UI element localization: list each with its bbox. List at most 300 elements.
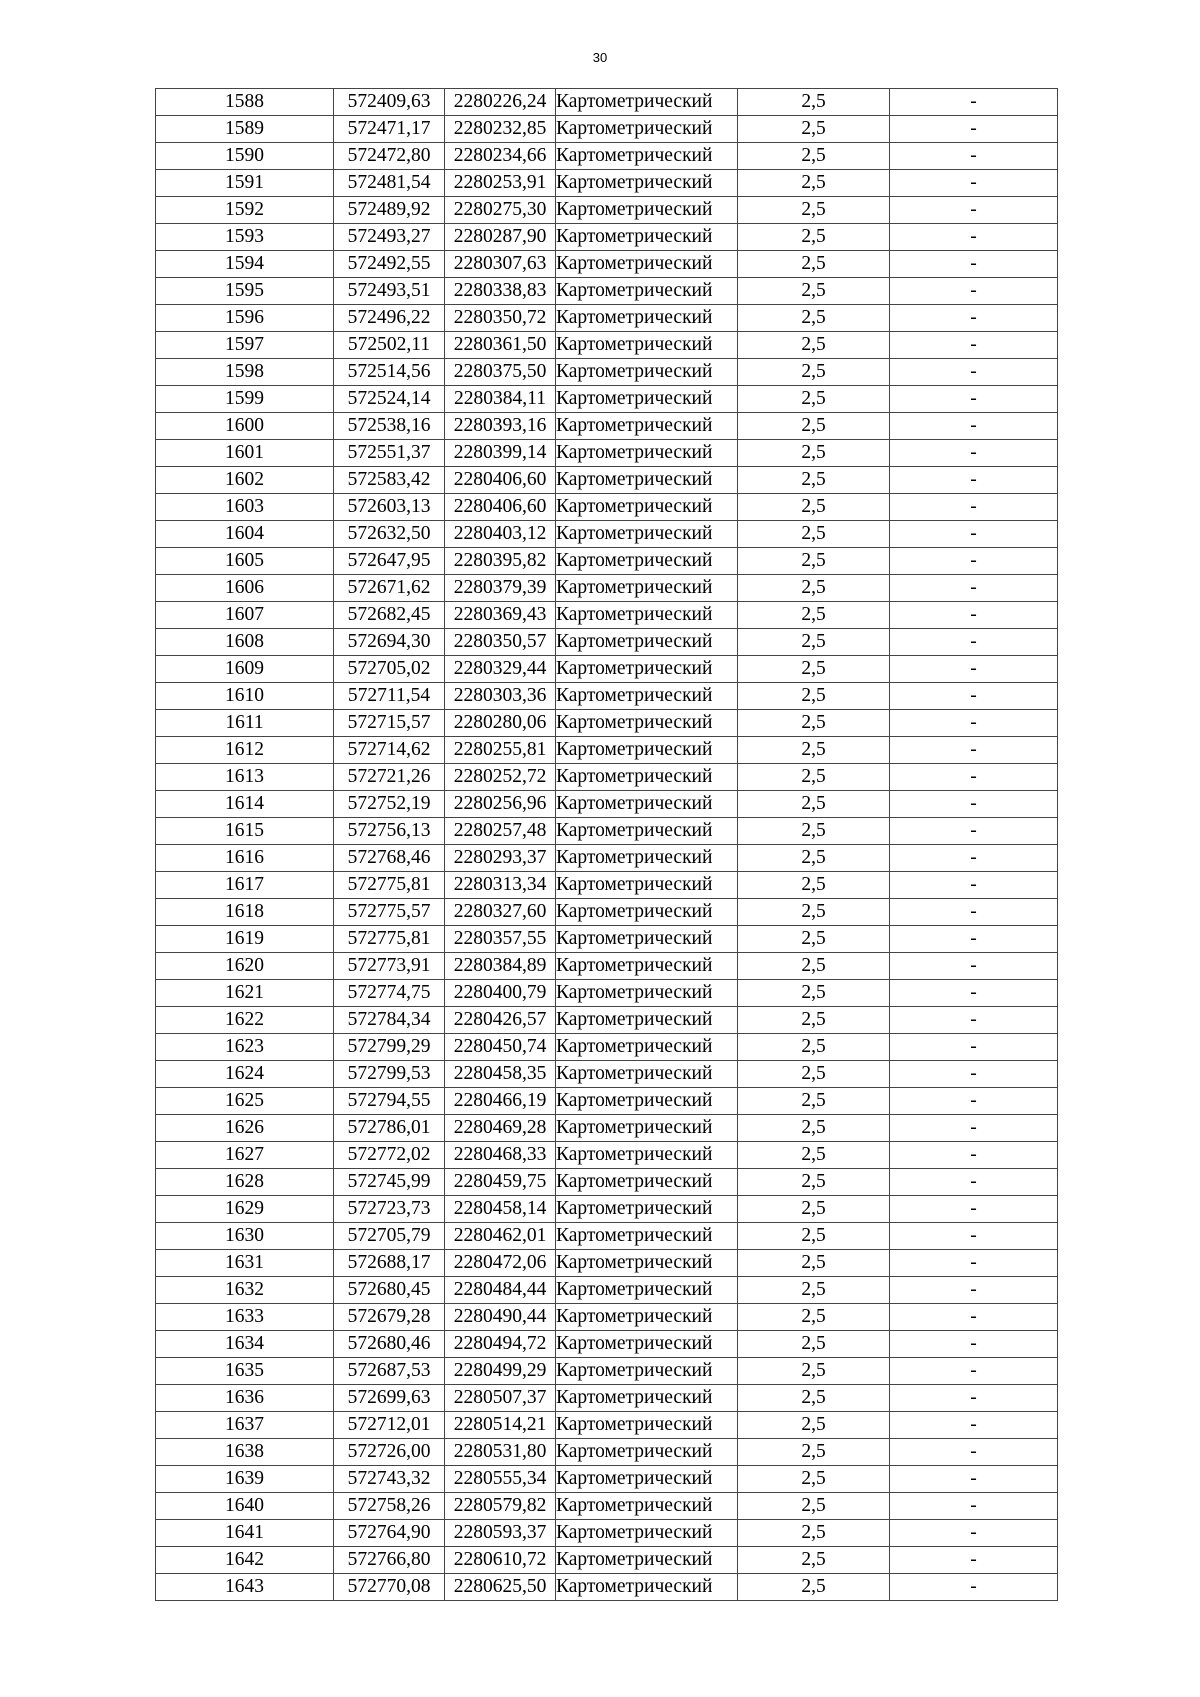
accuracy-cell: 2,5	[738, 1061, 890, 1088]
point-number-cell: 1597	[156, 332, 334, 359]
method-cell: Картометрический	[556, 305, 738, 332]
method-cell: Картометрический	[556, 926, 738, 953]
x-coordinate-cell: 572493,51	[334, 278, 445, 305]
method-cell: Картометрический	[556, 1358, 738, 1385]
point-number-cell: 1617	[156, 872, 334, 899]
description-cell: -	[890, 305, 1058, 332]
method-cell: Картометрический	[556, 656, 738, 683]
method-cell: Картометрический	[556, 1169, 738, 1196]
y-coordinate-cell: 2280494,72	[445, 1331, 556, 1358]
y-coordinate-cell: 2280593,37	[445, 1520, 556, 1547]
table-row	[156, 953, 1058, 980]
method-cell: Картометрический	[556, 1493, 738, 1520]
y-coordinate-cell: 2280406,60	[445, 467, 556, 494]
description-cell: -	[890, 1250, 1058, 1277]
x-coordinate-cell: 572775,81	[334, 872, 445, 899]
method-cell: Картометрический	[556, 413, 738, 440]
description-cell: -	[890, 1574, 1058, 1601]
x-coordinate-cell: 572688,17	[334, 1250, 445, 1277]
method-cell: Картометрический	[556, 1088, 738, 1115]
description-cell: -	[890, 602, 1058, 629]
y-coordinate-cell: 2280329,44	[445, 656, 556, 683]
point-number-cell: 1590	[156, 143, 334, 170]
method-cell: Картометрический	[556, 224, 738, 251]
y-coordinate-cell: 2280579,82	[445, 1493, 556, 1520]
table-row	[156, 332, 1058, 359]
x-coordinate-cell: 572758,26	[334, 1493, 445, 1520]
point-number-cell: 1620	[156, 953, 334, 980]
y-coordinate-cell: 2280338,83	[445, 278, 556, 305]
method-cell: Картометрический	[556, 1007, 738, 1034]
table-row	[156, 548, 1058, 575]
y-coordinate-cell: 2280400,79	[445, 980, 556, 1007]
description-cell: -	[890, 1547, 1058, 1574]
y-coordinate-cell: 2280232,85	[445, 116, 556, 143]
point-number-cell: 1629	[156, 1196, 334, 1223]
point-number-cell: 1591	[156, 170, 334, 197]
table-row	[156, 845, 1058, 872]
x-coordinate-cell: 572687,53	[334, 1358, 445, 1385]
table-row	[156, 1142, 1058, 1169]
accuracy-cell: 2,5	[738, 710, 890, 737]
y-coordinate-cell: 2280379,39	[445, 575, 556, 602]
table-row	[156, 602, 1058, 629]
x-coordinate-cell: 572538,16	[334, 413, 445, 440]
table-row	[156, 980, 1058, 1007]
point-number-cell: 1630	[156, 1223, 334, 1250]
description-cell: -	[890, 440, 1058, 467]
description-cell: -	[890, 656, 1058, 683]
point-number-cell: 1593	[156, 224, 334, 251]
accuracy-cell: 2,5	[738, 224, 890, 251]
description-cell: -	[890, 926, 1058, 953]
method-cell: Картометрический	[556, 683, 738, 710]
point-number-cell: 1639	[156, 1466, 334, 1493]
accuracy-cell: 2,5	[738, 1115, 890, 1142]
y-coordinate-cell: 2280395,82	[445, 548, 556, 575]
table-row	[156, 305, 1058, 332]
description-cell: -	[890, 170, 1058, 197]
description-cell: -	[890, 1466, 1058, 1493]
x-coordinate-cell: 572493,27	[334, 224, 445, 251]
table-row	[156, 683, 1058, 710]
point-number-cell: 1609	[156, 656, 334, 683]
accuracy-cell: 2,5	[738, 1385, 890, 1412]
x-coordinate-cell: 572752,19	[334, 791, 445, 818]
point-number-cell: 1616	[156, 845, 334, 872]
table-row	[156, 926, 1058, 953]
point-number-cell: 1594	[156, 251, 334, 278]
point-number-cell: 1606	[156, 575, 334, 602]
method-cell: Картометрический	[556, 980, 738, 1007]
y-coordinate-cell: 2280275,30	[445, 197, 556, 224]
y-coordinate-cell: 2280514,21	[445, 1412, 556, 1439]
accuracy-cell: 2,5	[738, 1304, 890, 1331]
accuracy-cell: 2,5	[738, 1358, 890, 1385]
y-coordinate-cell: 2280555,34	[445, 1466, 556, 1493]
method-cell: Картометрический	[556, 845, 738, 872]
x-coordinate-cell: 572770,08	[334, 1574, 445, 1601]
y-coordinate-cell: 2280458,14	[445, 1196, 556, 1223]
y-coordinate-cell: 2280361,50	[445, 332, 556, 359]
point-number-cell: 1601	[156, 440, 334, 467]
x-coordinate-cell: 572764,90	[334, 1520, 445, 1547]
table-row	[156, 170, 1058, 197]
y-coordinate-cell: 2280252,72	[445, 764, 556, 791]
y-coordinate-cell: 2280469,28	[445, 1115, 556, 1142]
x-coordinate-cell: 572773,91	[334, 953, 445, 980]
y-coordinate-cell: 2280393,16	[445, 413, 556, 440]
point-number-cell: 1625	[156, 1088, 334, 1115]
point-number-cell: 1623	[156, 1034, 334, 1061]
method-cell: Картометрический	[556, 791, 738, 818]
table-row	[156, 359, 1058, 386]
table-row	[156, 1331, 1058, 1358]
accuracy-cell: 2,5	[738, 143, 890, 170]
description-cell: -	[890, 980, 1058, 1007]
x-coordinate-cell: 572514,56	[334, 359, 445, 386]
point-number-cell: 1626	[156, 1115, 334, 1142]
accuracy-cell: 2,5	[738, 1439, 890, 1466]
method-cell: Картометрический	[556, 1250, 738, 1277]
table-row	[156, 1358, 1058, 1385]
accuracy-cell: 2,5	[738, 440, 890, 467]
method-cell: Картометрический	[556, 872, 738, 899]
accuracy-cell: 2,5	[738, 332, 890, 359]
method-cell: Картометрический	[556, 1520, 738, 1547]
accuracy-cell: 2,5	[738, 1142, 890, 1169]
x-coordinate-cell: 572705,79	[334, 1223, 445, 1250]
accuracy-cell: 2,5	[738, 89, 890, 116]
table-row	[156, 494, 1058, 521]
y-coordinate-cell: 2280499,29	[445, 1358, 556, 1385]
accuracy-cell: 2,5	[738, 278, 890, 305]
x-coordinate-cell: 572714,62	[334, 737, 445, 764]
accuracy-cell: 2,5	[738, 305, 890, 332]
table-row	[156, 1385, 1058, 1412]
x-coordinate-cell: 572745,99	[334, 1169, 445, 1196]
table-row	[156, 764, 1058, 791]
method-cell: Картометрический	[556, 1115, 738, 1142]
description-cell: -	[890, 359, 1058, 386]
y-coordinate-cell: 2280472,06	[445, 1250, 556, 1277]
description-cell: -	[890, 1358, 1058, 1385]
description-cell: -	[890, 413, 1058, 440]
point-number-cell: 1628	[156, 1169, 334, 1196]
description-cell: -	[890, 791, 1058, 818]
y-coordinate-cell: 2280375,50	[445, 359, 556, 386]
y-coordinate-cell: 2280293,37	[445, 845, 556, 872]
x-coordinate-cell: 572699,63	[334, 1385, 445, 1412]
accuracy-cell: 2,5	[738, 1331, 890, 1358]
method-cell: Картометрический	[556, 1412, 738, 1439]
accuracy-cell: 2,5	[738, 656, 890, 683]
method-cell: Картометрический	[556, 197, 738, 224]
x-coordinate-cell: 572794,55	[334, 1088, 445, 1115]
accuracy-cell: 2,5	[738, 602, 890, 629]
accuracy-cell: 2,5	[738, 1250, 890, 1277]
accuracy-cell: 2,5	[738, 494, 890, 521]
x-coordinate-cell: 572799,29	[334, 1034, 445, 1061]
x-coordinate-cell: 572603,13	[334, 494, 445, 521]
y-coordinate-cell: 2280426,57	[445, 1007, 556, 1034]
method-cell: Картометрический	[556, 1385, 738, 1412]
table-row	[156, 197, 1058, 224]
point-number-cell: 1624	[156, 1061, 334, 1088]
y-coordinate-cell: 2280459,75	[445, 1169, 556, 1196]
point-number-cell: 1633	[156, 1304, 334, 1331]
description-cell: -	[890, 1385, 1058, 1412]
accuracy-cell: 2,5	[738, 872, 890, 899]
accuracy-cell: 2,5	[738, 575, 890, 602]
point-number-cell: 1603	[156, 494, 334, 521]
x-coordinate-cell: 572502,11	[334, 332, 445, 359]
accuracy-cell: 2,5	[738, 899, 890, 926]
y-coordinate-cell: 2280303,36	[445, 683, 556, 710]
description-cell: -	[890, 1493, 1058, 1520]
description-cell: -	[890, 89, 1058, 116]
table-row	[156, 1547, 1058, 1574]
table-row	[156, 1061, 1058, 1088]
point-number-cell: 1621	[156, 980, 334, 1007]
point-number-cell: 1635	[156, 1358, 334, 1385]
method-cell: Картометрический	[556, 89, 738, 116]
table-row	[156, 575, 1058, 602]
description-cell: -	[890, 629, 1058, 656]
point-number-cell: 1598	[156, 359, 334, 386]
point-number-cell: 1642	[156, 1547, 334, 1574]
x-coordinate-cell: 572492,55	[334, 251, 445, 278]
description-cell: -	[890, 386, 1058, 413]
y-coordinate-cell: 2280313,34	[445, 872, 556, 899]
y-coordinate-cell: 2280234,66	[445, 143, 556, 170]
accuracy-cell: 2,5	[738, 386, 890, 413]
table-row	[156, 737, 1058, 764]
description-cell: -	[890, 764, 1058, 791]
table-row	[156, 1277, 1058, 1304]
accuracy-cell: 2,5	[738, 1169, 890, 1196]
table-row	[156, 521, 1058, 548]
description-cell: -	[890, 1088, 1058, 1115]
table-row	[156, 143, 1058, 170]
x-coordinate-cell: 572772,02	[334, 1142, 445, 1169]
x-coordinate-cell: 572799,53	[334, 1061, 445, 1088]
accuracy-cell: 2,5	[738, 1007, 890, 1034]
point-number-cell: 1588	[156, 89, 334, 116]
y-coordinate-cell: 2280466,19	[445, 1088, 556, 1115]
description-cell: -	[890, 1061, 1058, 1088]
x-coordinate-cell: 572775,81	[334, 926, 445, 953]
x-coordinate-cell: 572551,37	[334, 440, 445, 467]
description-cell: -	[890, 575, 1058, 602]
description-cell: -	[890, 1520, 1058, 1547]
x-coordinate-cell: 572489,92	[334, 197, 445, 224]
method-cell: Картометрический	[556, 521, 738, 548]
accuracy-cell: 2,5	[738, 359, 890, 386]
point-number-cell: 1614	[156, 791, 334, 818]
table-row	[156, 1439, 1058, 1466]
table-row	[156, 440, 1058, 467]
point-number-cell: 1634	[156, 1331, 334, 1358]
point-number-cell: 1608	[156, 629, 334, 656]
method-cell: Картометрический	[556, 1223, 738, 1250]
description-cell: -	[890, 521, 1058, 548]
description-cell: -	[890, 710, 1058, 737]
method-cell: Картометрический	[556, 1142, 738, 1169]
accuracy-cell: 2,5	[738, 413, 890, 440]
description-cell: -	[890, 818, 1058, 845]
table-row	[156, 1088, 1058, 1115]
method-cell: Картометрический	[556, 467, 738, 494]
point-number-cell: 1619	[156, 926, 334, 953]
accuracy-cell: 2,5	[738, 521, 890, 548]
method-cell: Картометрический	[556, 332, 738, 359]
y-coordinate-cell: 2280399,14	[445, 440, 556, 467]
accuracy-cell: 2,5	[738, 629, 890, 656]
method-cell: Картометрический	[556, 1331, 738, 1358]
y-coordinate-cell: 2280287,90	[445, 224, 556, 251]
x-coordinate-cell: 572680,45	[334, 1277, 445, 1304]
table-row	[156, 1493, 1058, 1520]
method-cell: Картометрический	[556, 629, 738, 656]
method-cell: Картометрический	[556, 116, 738, 143]
method-cell: Картометрический	[556, 602, 738, 629]
accuracy-cell: 2,5	[738, 764, 890, 791]
page-number: 30	[592, 50, 608, 65]
point-number-cell: 1610	[156, 683, 334, 710]
accuracy-cell: 2,5	[738, 1088, 890, 1115]
x-coordinate-cell: 572409,63	[334, 89, 445, 116]
table-row	[156, 1007, 1058, 1034]
point-number-cell: 1596	[156, 305, 334, 332]
point-number-cell: 1599	[156, 386, 334, 413]
x-coordinate-cell: 572680,46	[334, 1331, 445, 1358]
description-cell: -	[890, 548, 1058, 575]
accuracy-cell: 2,5	[738, 791, 890, 818]
table-row	[156, 1115, 1058, 1142]
description-cell: -	[890, 1439, 1058, 1466]
x-coordinate-cell: 572671,62	[334, 575, 445, 602]
y-coordinate-cell: 2280384,89	[445, 953, 556, 980]
point-number-cell: 1613	[156, 764, 334, 791]
description-cell: -	[890, 251, 1058, 278]
description-cell: -	[890, 899, 1058, 926]
description-cell: -	[890, 1196, 1058, 1223]
x-coordinate-cell: 572774,75	[334, 980, 445, 1007]
y-coordinate-cell: 2280280,06	[445, 710, 556, 737]
table-row	[156, 899, 1058, 926]
point-number-cell: 1605	[156, 548, 334, 575]
accuracy-cell: 2,5	[738, 1412, 890, 1439]
y-coordinate-cell: 2280253,91	[445, 170, 556, 197]
method-cell: Картометрический	[556, 494, 738, 521]
y-coordinate-cell: 2280490,44	[445, 1304, 556, 1331]
accuracy-cell: 2,5	[738, 251, 890, 278]
x-coordinate-cell: 572766,80	[334, 1547, 445, 1574]
point-number-cell: 1627	[156, 1142, 334, 1169]
table-row	[156, 1466, 1058, 1493]
y-coordinate-cell: 2280350,72	[445, 305, 556, 332]
table-row	[156, 818, 1058, 845]
accuracy-cell: 2,5	[738, 1520, 890, 1547]
x-coordinate-cell: 572471,17	[334, 116, 445, 143]
y-coordinate-cell: 2280384,11	[445, 386, 556, 413]
description-cell: -	[890, 1142, 1058, 1169]
table-row	[156, 1520, 1058, 1547]
accuracy-cell: 2,5	[738, 1574, 890, 1601]
y-coordinate-cell: 2280610,72	[445, 1547, 556, 1574]
table-row	[156, 656, 1058, 683]
method-cell: Картометрический	[556, 359, 738, 386]
x-coordinate-cell: 572756,13	[334, 818, 445, 845]
x-coordinate-cell: 572682,45	[334, 602, 445, 629]
accuracy-cell: 2,5	[738, 845, 890, 872]
y-coordinate-cell: 2280462,01	[445, 1223, 556, 1250]
point-number-cell: 1636	[156, 1385, 334, 1412]
table-row	[156, 710, 1058, 737]
point-number-cell: 1611	[156, 710, 334, 737]
accuracy-cell: 2,5	[738, 1196, 890, 1223]
method-cell: Картометрический	[556, 953, 738, 980]
y-coordinate-cell: 2280406,60	[445, 494, 556, 521]
x-coordinate-cell: 572481,54	[334, 170, 445, 197]
description-cell: -	[890, 1034, 1058, 1061]
table-row	[156, 791, 1058, 818]
y-coordinate-cell: 2280507,37	[445, 1385, 556, 1412]
point-number-cell: 1602	[156, 467, 334, 494]
method-cell: Картометрический	[556, 548, 738, 575]
y-coordinate-cell: 2280226,24	[445, 89, 556, 116]
table-row	[156, 1196, 1058, 1223]
accuracy-cell: 2,5	[738, 1034, 890, 1061]
x-coordinate-cell: 572583,42	[334, 467, 445, 494]
point-number-cell: 1622	[156, 1007, 334, 1034]
method-cell: Картометрический	[556, 899, 738, 926]
description-cell: -	[890, 1331, 1058, 1358]
table-row	[156, 386, 1058, 413]
description-cell: -	[890, 1412, 1058, 1439]
description-cell: -	[890, 1304, 1058, 1331]
point-number-cell: 1592	[156, 197, 334, 224]
description-cell: -	[890, 845, 1058, 872]
y-coordinate-cell: 2280307,63	[445, 251, 556, 278]
point-number-cell: 1631	[156, 1250, 334, 1277]
accuracy-cell: 2,5	[738, 980, 890, 1007]
description-cell: -	[890, 1169, 1058, 1196]
point-number-cell: 1604	[156, 521, 334, 548]
coordinates-table-body	[156, 89, 1058, 1601]
x-coordinate-cell: 572726,00	[334, 1439, 445, 1466]
description-cell: -	[890, 872, 1058, 899]
y-coordinate-cell: 2280450,74	[445, 1034, 556, 1061]
point-number-cell: 1618	[156, 899, 334, 926]
description-cell: -	[890, 1007, 1058, 1034]
table-row	[156, 1304, 1058, 1331]
y-coordinate-cell: 2280369,43	[445, 602, 556, 629]
x-coordinate-cell: 572784,34	[334, 1007, 445, 1034]
description-cell: -	[890, 224, 1058, 251]
description-cell: -	[890, 116, 1058, 143]
point-number-cell: 1595	[156, 278, 334, 305]
y-coordinate-cell: 2280531,80	[445, 1439, 556, 1466]
coordinates-table	[155, 88, 1058, 1601]
x-coordinate-cell: 572743,32	[334, 1466, 445, 1493]
x-coordinate-cell: 572694,30	[334, 629, 445, 656]
y-coordinate-cell: 2280327,60	[445, 899, 556, 926]
table-row	[156, 278, 1058, 305]
description-cell: -	[890, 332, 1058, 359]
accuracy-cell: 2,5	[738, 683, 890, 710]
